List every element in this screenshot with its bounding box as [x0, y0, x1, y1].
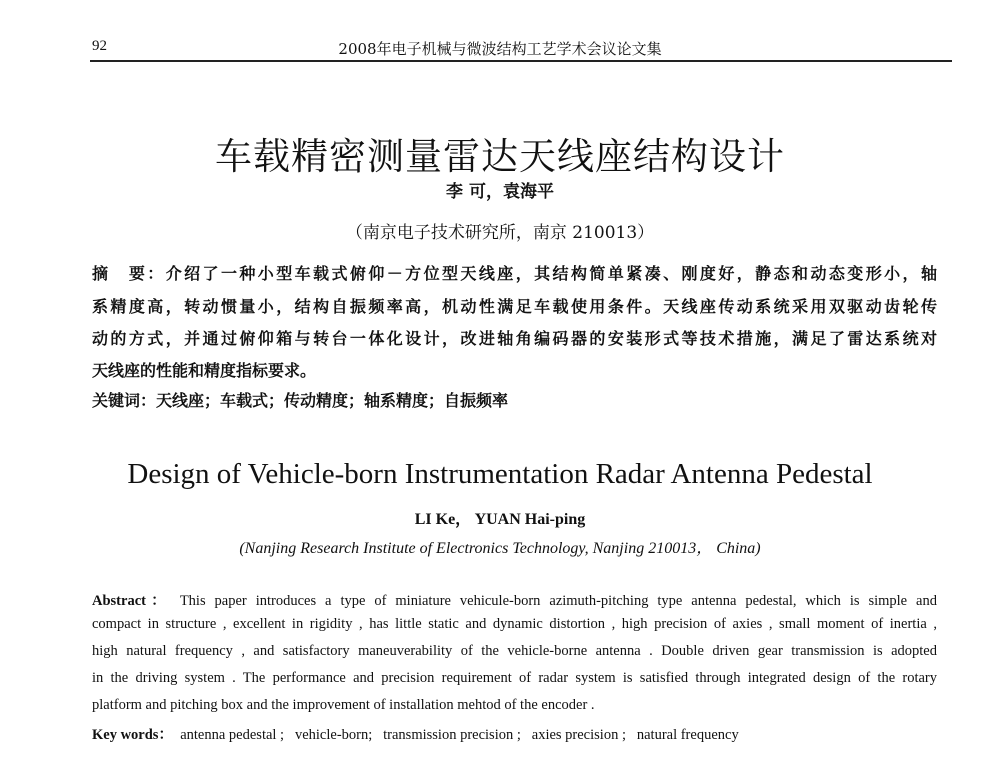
abstract-en-line: compact in structure , excellent in rigidity , has little static and dynamic distortion , high precision of axies , small moment of inertia ,: [92, 616, 937, 632]
abstract-en-line: in the driving system . The performance and precision requirement of radar system is satisfied through integrated design of the rotary: [92, 670, 937, 686]
page-number: 92: [92, 38, 107, 54]
paper-title-en: Design of Vehicle-born Instrumentation Radar Antenna Pedestal: [127, 458, 873, 490]
abstract-cn-line: 天线座的性能和精度指标要求。: [92, 361, 317, 380]
authors-en: LI Ke， YUAN Hai-ping: [414, 511, 586, 528]
abstract-en-label: Abstract：: [92, 593, 172, 609]
affiliation: （南京电子技术研究所，南京 210013）: [345, 223, 655, 243]
running-header: 2008年电子机械与微波结构工艺学术会议论文集: [338, 40, 662, 58]
authors: 李 可，袁海平: [446, 182, 554, 202]
abstract-cn-line: 系精度高，转动惯量小，结构自振频率高，机动性满足车载使用条件。天线座传动系统采用双驱动齿轮传: [92, 297, 937, 316]
abstract-cn-line: 动的方式，并通过俯仰箱与转台一体化设计，改进轴角编码器的安装形式等技术措施，满足了雷达系统对: [92, 329, 937, 348]
abstract-en-line: Abstract： This paper introduces a type of miniature vehicule-born azimuth-pitching type antenna pedestal, which is simple and: [92, 593, 937, 609]
abstract-cn-line: 摘 要：介绍了一种小型车载式俯仰－方位型天线座，其结构简单紧凑、刚度好，静态和动态变形小，轴: [92, 264, 937, 283]
abstract-cn-label: 摘 要：: [92, 264, 166, 283]
abstract-en-line: platform and pitching box and the improvement of installation mehtod of the encoder .: [92, 697, 595, 713]
keywords-cn: 关键词：天线座；车载式；传动精度；轴系精度；自振频率: [92, 391, 509, 410]
affiliation-en: (Nanjing Research Institute of Electronics Technology, Nanjing 210013， China): [239, 540, 761, 557]
keywords-en: Key words： antenna pedestal ; vehicle-born; transmission precision ; axies precision ; natural frequency: [92, 727, 739, 743]
paper-title: 车载精密测量雷达天线座结构设计: [215, 135, 785, 178]
abstract-en-line: high natural frequency , and satisfactory maneuverability of the vehicle-borne antenna . Double driven gear transmission is adopted: [92, 643, 937, 659]
header-rule: [90, 60, 952, 62]
